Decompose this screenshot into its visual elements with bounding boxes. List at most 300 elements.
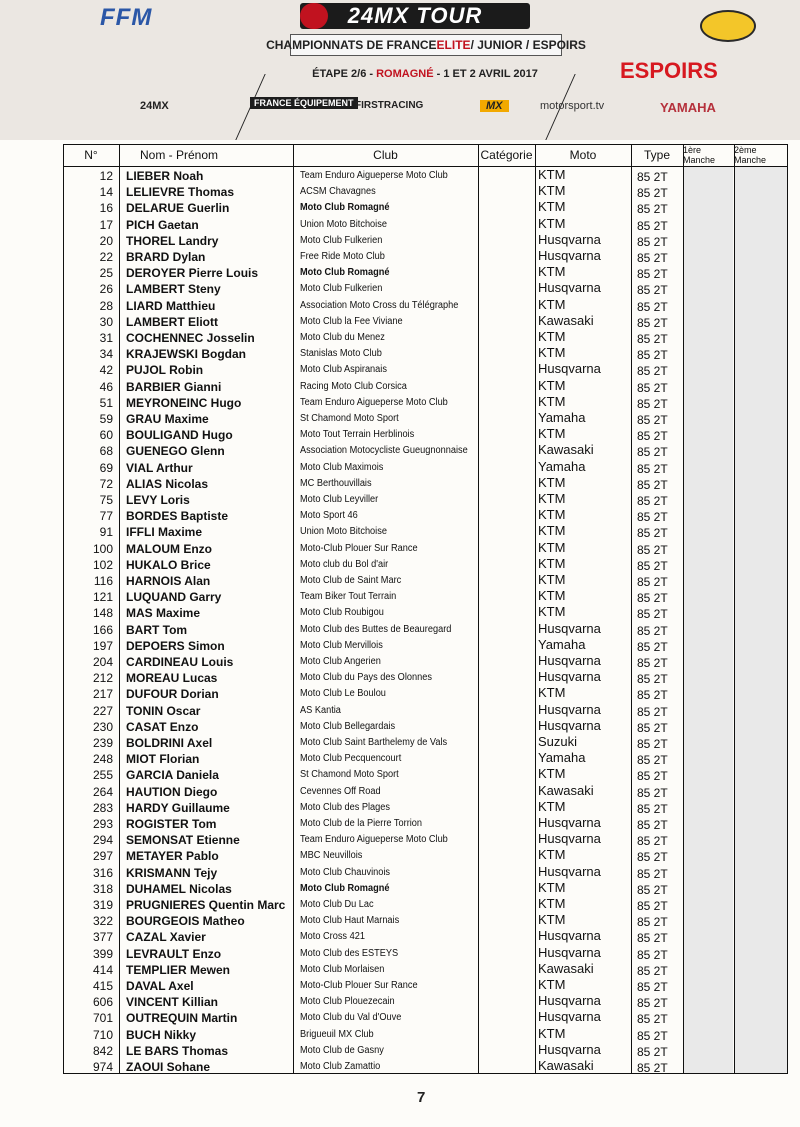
table-row [63, 427, 788, 443]
rider-type: 85 2T [637, 251, 668, 265]
table-row [63, 654, 788, 670]
rider-club: St Chamond Moto Sport [300, 769, 399, 781]
rider-type: 85 2T [637, 607, 668, 622]
rider-number: 255 [92, 768, 113, 783]
table-row [63, 1043, 788, 1059]
rider-name: PICH Gaetan [126, 217, 199, 232]
rider-moto: Husqvarna [538, 701, 601, 717]
rider-type: 85 2T [637, 267, 668, 282]
rider-moto: KTM [538, 345, 566, 361]
rider-number: 51 [99, 395, 113, 410]
table-row [63, 605, 788, 621]
sponsor-motorsport: motorsport.tv [540, 100, 605, 112]
table-row [63, 330, 788, 346]
table-row [63, 1010, 788, 1026]
rider-club: Free Ride Moto Club [300, 251, 385, 262]
rider-name: TONIN Oscar [126, 703, 201, 718]
rider-club: Moto Club de Saint Marc [300, 575, 402, 586]
rider-club: Team Enduro Aigueperse Moto Club [300, 170, 448, 181]
rider-number: 701 [92, 1011, 113, 1026]
rider-club: Moto Club Pecquencourt [300, 753, 402, 765]
rider-club: Moto Club du Menez [300, 332, 385, 343]
rider-type: 85 2T [637, 234, 668, 249]
rider-club: Moto Club Saint Barthelemy de Vals [300, 737, 448, 748]
rider-name: DUFOUR Dorian [126, 687, 219, 702]
rider-club: Moto Club du Pays des Olonnes [300, 672, 432, 684]
rider-number: 316 [92, 865, 113, 880]
header-type: Type [643, 148, 670, 162]
rider-number: 212 [92, 671, 113, 686]
rider-moto: Husqvarna [538, 815, 601, 830]
rider-moto: KTM [538, 329, 566, 344]
rider-number: 239 [92, 736, 113, 750]
rider-moto: Kawasaki [538, 960, 594, 976]
champ-elite: ELITE [436, 38, 471, 52]
rider-number: 230 [92, 719, 113, 734]
rider-type: 85 2T [637, 882, 668, 897]
rider-name: HARNOIS Alan [126, 574, 211, 588]
rider-name: CASAT Enzo [126, 719, 199, 734]
rider-club: Moto Club des ESTEYS [300, 947, 399, 959]
rider-moto: KTM [538, 183, 566, 199]
rider-type: 85 2T [637, 575, 668, 589]
rider-type: 85 2T [637, 461, 668, 476]
championship-title [266, 34, 586, 56]
rider-club: Moto Sport 46 [300, 510, 358, 522]
rider-type: 85 2T [637, 380, 668, 395]
rider-name: DELARUE Guerlin [126, 201, 230, 216]
entry-list-table [63, 144, 788, 1074]
table-row [63, 508, 788, 524]
rider-club: Union Moto Bitchoise [300, 526, 387, 538]
rider-type: 85 2T [637, 591, 668, 606]
table-row [63, 460, 788, 476]
rider-type: 85 2T [637, 429, 668, 444]
rider-moto: Husqvarna [538, 653, 601, 668]
rider-number: 31 [99, 331, 113, 345]
table-row [63, 589, 788, 605]
rider-moto: KTM [538, 588, 566, 604]
rider-type: 85 2T [637, 1044, 668, 1059]
rider-club: Moto Cross 421 [300, 931, 365, 943]
rider-name: BARBIER Gianni [126, 379, 222, 394]
rider-moto: Husqvarna [538, 717, 601, 733]
rider-name: LAMBERT Steny [126, 282, 221, 297]
rider-name: HUKALO Brice [126, 557, 211, 572]
header-category: Catégorie [480, 148, 533, 162]
rider-club: Moto Club Mervillois [300, 639, 383, 651]
rider-name: BORDES Baptiste [126, 509, 229, 524]
table-row [63, 686, 788, 702]
rider-club: Moto Club Maximois [300, 461, 384, 473]
table-row [63, 524, 788, 540]
tour-title: 24MX TOUR [300, 3, 530, 29]
stage-suffix: - 1 ET 2 AVRIL 2017 [433, 68, 538, 80]
rider-number: 12 [99, 169, 113, 183]
rider-number: 974 [92, 1060, 113, 1074]
rider-club: Moto club du Bol d'air [300, 558, 389, 570]
table-row [63, 978, 788, 994]
rider-type: 85 2T [637, 672, 668, 687]
table-row [63, 719, 788, 735]
header-num: N° [84, 148, 98, 162]
table-row [63, 217, 788, 233]
rider-club: Moto Club Haut Marnais [300, 915, 400, 927]
rider-name: BUCH Nikky [126, 1027, 197, 1042]
rider-number: 14 [99, 185, 113, 200]
table-row [63, 703, 788, 719]
table-row [63, 184, 788, 200]
rider-type: 85 2T [637, 769, 668, 784]
rider-number: 322 [92, 914, 113, 929]
rider-number: 59 [99, 412, 113, 426]
rider-club: Moto Club Du Lac [300, 899, 374, 910]
table-row [63, 573, 788, 589]
rider-moto: Kawasaki [538, 782, 594, 798]
rider-club: Moto Club de la Pierre Torrion [300, 818, 423, 829]
rider-moto: Husqvarna [538, 993, 601, 1009]
rider-moto: Husqvarna [538, 831, 601, 847]
rider-number: 46 [99, 379, 113, 394]
rider-number: 217 [92, 687, 113, 702]
rider-number: 26 [99, 282, 113, 297]
rider-type: 85 2T [637, 785, 668, 800]
rider-number: 20 [99, 233, 113, 248]
rider-moto: Husqvarna [538, 669, 601, 685]
rider-name: BOURGEOIS Matheo [126, 914, 245, 929]
rider-type: 85 2T [637, 899, 668, 913]
rider-type: 85 2T [637, 445, 668, 460]
rider-moto: KTM [538, 393, 566, 409]
rider-number: 91 [99, 525, 113, 540]
rider-type: 85 2T [637, 477, 668, 492]
rider-name: COCHENNEC Josselin [126, 331, 255, 345]
rider-number: 77 [99, 509, 113, 524]
rider-moto: KTM [538, 1025, 566, 1041]
rider-club: Moto-Club Plouer Sur Rance [300, 980, 418, 991]
rider-number: 297 [92, 849, 113, 864]
rider-type: 85 2T [637, 656, 668, 670]
table-row [63, 249, 788, 265]
table-row [63, 168, 788, 184]
rider-name: MEYRONEINC Hugo [126, 395, 242, 410]
rider-club: Stanislas Moto Club [300, 348, 382, 360]
rider-club: St Chamond Moto Sport [300, 413, 399, 424]
rider-type: 85 2T [637, 996, 668, 1011]
rider-type: 85 2T [637, 720, 668, 735]
rider-club: Association Motocycliste Gueugnonnaise [300, 445, 468, 457]
rider-number: 148 [92, 606, 113, 621]
sponsor-firstracing: FIRSTRACING [355, 100, 424, 111]
rider-type: 85 2T [637, 963, 668, 978]
rider-moto: Husqvarna [538, 863, 601, 879]
rider-moto: KTM [538, 507, 566, 523]
rider-number: 72 [99, 476, 113, 491]
rider-name: IFFLI Maxime [126, 525, 203, 540]
table-row [63, 897, 788, 913]
rider-name: CARDINEAU Louis [126, 655, 234, 669]
rider-name: METAYER Pablo [126, 849, 219, 864]
rider-name: ALIAS Nicolas [126, 476, 209, 491]
rider-name: MAS Maxime [126, 606, 201, 621]
champ-prefix: CHAMPIONNATS DE FRANCE [266, 38, 437, 52]
rider-club: Moto Club des Buttes de Beauregard [300, 623, 452, 635]
rider-number: 318 [92, 881, 113, 896]
header-manche2: 2ème Manche [734, 145, 767, 165]
rider-type: 85 2T [637, 218, 668, 233]
rider-club: Moto Club Fulkerien [300, 283, 383, 295]
rider-moto: KTM [538, 539, 566, 555]
table-row [63, 622, 788, 638]
page-number: 7 [417, 1089, 426, 1106]
rider-name: MIOT Florian [126, 752, 200, 767]
rider-moto: KTM [538, 264, 566, 280]
rider-club: Moto Club Aspiranais [300, 364, 387, 376]
rider-number: 283 [92, 800, 113, 815]
rider-type: 85 2T [637, 753, 668, 768]
table-row [63, 362, 788, 378]
rider-name: LEVRAULT Enzo [126, 946, 222, 961]
table-row [63, 962, 788, 978]
rider-type: 85 2T [637, 170, 668, 184]
stage-prefix: ÉTAPE 2/6 - [312, 68, 377, 80]
table-row [63, 881, 788, 897]
rider-type: 85 2T [637, 980, 668, 994]
rider-name: LELIEVRE Thomas [126, 185, 235, 200]
table-row [63, 411, 788, 427]
rider-club: Moto Club Angerien [300, 656, 381, 667]
table-row [63, 492, 788, 508]
rider-moto: KTM [538, 896, 566, 911]
rider-moto: KTM [538, 604, 566, 620]
rider-number: 377 [92, 930, 113, 945]
rider-number: 30 [99, 314, 113, 329]
rider-moto: KTM [538, 847, 566, 863]
rider-moto: KTM [538, 491, 566, 506]
rider-type: 85 2T [637, 1061, 668, 1075]
rider-type: 85 2T [637, 510, 668, 525]
rider-number: 227 [92, 703, 113, 718]
rider-name: ROGISTER Tom [126, 817, 217, 831]
rider-number: 121 [92, 590, 113, 605]
table-row [63, 395, 788, 411]
rider-club: ACSM Chavagnes [300, 186, 376, 198]
rider-type: 85 2T [637, 915, 668, 930]
table-row [63, 913, 788, 929]
rider-club: Team Enduro Aigueperse Moto Club [300, 834, 448, 846]
rider-number: 197 [92, 638, 113, 653]
event-logo-icon [700, 10, 756, 42]
rider-type: 85 2T [637, 348, 668, 363]
rider-type: 85 2T [637, 1028, 668, 1043]
champ-rest: / JUNIOR / ESPOIRS [470, 38, 586, 52]
rider-number: 22 [99, 250, 113, 264]
rider-number: 60 [99, 428, 113, 443]
rider-type: 85 2T [637, 396, 668, 411]
rider-name: KRISMANN Tejy [126, 865, 218, 880]
rider-type: 85 2T [637, 704, 668, 719]
rider-moto: KTM [538, 879, 566, 895]
rider-moto: Husqvarna [538, 248, 601, 263]
table-row [63, 314, 788, 330]
rider-number: 294 [92, 833, 113, 848]
rider-name: LIEBER Noah [126, 169, 204, 183]
tour-logo-icon [300, 3, 328, 29]
rider-moto: Husqvarna [538, 620, 601, 636]
table-row [63, 638, 788, 654]
rider-club: Moto Club Zamattio [300, 1061, 381, 1072]
rider-type: 85 2T [637, 931, 668, 946]
rider-name: LE BARS Thomas [126, 1043, 229, 1058]
table-row [63, 816, 788, 832]
rider-type: 85 2T [637, 850, 668, 865]
rider-type: 85 2T [637, 332, 668, 346]
table-row [63, 476, 788, 492]
rider-club: Moto Club Morlaisen [300, 963, 385, 975]
rider-moto: KTM [538, 377, 566, 393]
rider-number: 606 [92, 995, 113, 1010]
rider-club: Moto Club Roubigou [300, 607, 384, 619]
table-row [63, 233, 788, 249]
table-row [63, 443, 788, 459]
rider-moto: KTM [538, 474, 566, 490]
page-header [0, 0, 800, 140]
rider-type: 85 2T [637, 866, 668, 881]
sponsor-france-equipement: FRANCE ÉQUIPEMENT [250, 97, 358, 109]
rider-type: 85 2T [637, 801, 668, 816]
sponsor-24mx: 24MX [140, 100, 169, 112]
table-row [63, 767, 788, 783]
rider-moto: Husqvarna [538, 361, 601, 377]
sponsor-yamaha: YAMAHA [660, 100, 716, 115]
header-moto: Moto [569, 148, 597, 162]
table-row [63, 735, 788, 751]
rider-type: 85 2T [637, 283, 668, 298]
rider-name: LAMBERT Eliott [126, 314, 218, 329]
rider-club: Moto-Club Plouer Sur Rance [300, 542, 418, 554]
rider-name: KRAJEWSKI Bogdan [126, 347, 246, 362]
category-title: ESPOIRS [620, 58, 718, 83]
rider-name: MOREAU Lucas [126, 671, 218, 686]
table-row [63, 1059, 788, 1075]
table-row [63, 751, 788, 767]
rider-club: Moto Tout Terrain Herblinois [300, 429, 415, 441]
rider-number: 69 [99, 460, 113, 475]
rider-name: DUHAMEL Nicolas [126, 881, 232, 896]
rider-type: 85 2T [637, 1012, 668, 1027]
rider-moto: KTM [538, 977, 566, 992]
table-row [63, 670, 788, 686]
rider-type: 85 2T [637, 186, 668, 201]
rider-number: 42 [99, 363, 113, 378]
header-manche1: 1ère Manche [683, 145, 716, 165]
table-row [63, 929, 788, 945]
rider-club: Brigueuil MX Club [300, 1028, 374, 1040]
rider-number: 68 [99, 444, 113, 459]
rider-type: 85 2T [637, 202, 668, 217]
rider-number: 710 [92, 1027, 113, 1042]
rider-type: 85 2T [637, 299, 668, 314]
rider-moto: KTM [538, 685, 566, 701]
sponsor-mx: MX [480, 100, 509, 112]
rider-club: Cevennes Off Road [300, 785, 381, 797]
rider-type: 85 2T [637, 688, 668, 703]
rider-name: DAVAL Axel [126, 979, 194, 993]
rider-moto: KTM [538, 296, 566, 312]
rider-moto: KTM [538, 523, 566, 539]
rider-number: 28 [99, 298, 113, 313]
rider-name: CAZAL Xavier [126, 930, 206, 945]
rider-name: PRUGNIERES Quentin Marc [126, 898, 286, 912]
rider-club: Team Enduro Aigueperse Moto Club [300, 396, 448, 408]
header-border [63, 166, 788, 167]
table-row [63, 557, 788, 573]
rider-name: ZAOUI Sohane [126, 1060, 211, 1074]
rider-number: 415 [92, 979, 113, 993]
rider-moto: KTM [538, 798, 566, 814]
rider-moto: Husqvarna [538, 1041, 601, 1057]
rider-club: MBC Neuvillois [300, 850, 363, 862]
rider-type: 85 2T [637, 315, 668, 330]
rider-moto: Yamaha [538, 636, 586, 652]
rider-moto: Husqvarna [538, 280, 601, 296]
rider-moto: KTM [538, 167, 566, 182]
rider-type: 85 2T [637, 818, 668, 832]
rider-moto: Husqvarna [538, 928, 601, 944]
rider-number: 102 [92, 557, 113, 572]
table-row [63, 281, 788, 297]
rider-club: Moto Club Plouezecain [300, 996, 395, 1008]
table-row [63, 994, 788, 1010]
rider-number: 75 [99, 493, 113, 507]
rider-club: Moto Club Le Boulou [300, 688, 386, 700]
ffm-logo: FFM [100, 4, 153, 31]
rider-moto: Kawasaki [538, 442, 594, 458]
rider-number: 264 [92, 784, 113, 799]
rider-moto: KTM [538, 199, 566, 215]
rider-type: 85 2T [637, 558, 668, 573]
rider-type: 85 2T [637, 494, 668, 508]
rider-club: Moto Club Leyviller [300, 494, 379, 505]
rider-number: 25 [99, 266, 113, 281]
rider-club: Moto Club Chauvinois [300, 866, 391, 878]
rider-club: Association Moto Cross du Télégraphe [300, 299, 459, 311]
rider-moto: Husqvarna [538, 944, 601, 960]
rider-club: Moto Club du Val d'Ouve [300, 1012, 402, 1024]
rider-moto: Suzuki [538, 734, 578, 749]
rider-moto: KTM [538, 912, 566, 928]
rider-moto: KTM [538, 572, 566, 587]
rider-name: HAUTION Diego [126, 784, 218, 799]
rider-club: Moto Club de Gasny [300, 1044, 384, 1056]
rider-moto: Husqvarna [538, 1009, 601, 1025]
rider-number: 319 [92, 898, 113, 912]
rider-club: Moto Club Romagné [300, 202, 390, 214]
sponsor-strip [120, 100, 760, 130]
rider-name: BRARD Dylan [126, 250, 206, 264]
rider-number: 166 [92, 622, 113, 637]
rider-moto: KTM [538, 766, 566, 782]
rider-number: 34 [99, 347, 113, 362]
rider-name: SEMONSAT Etienne [126, 833, 240, 848]
rider-name: GUENEGO Glenn [126, 444, 225, 459]
rider-number: 842 [92, 1043, 113, 1058]
rider-club: MC Berthouvillais [300, 477, 372, 489]
rider-type: 85 2T [637, 542, 668, 557]
header-club: Club [373, 148, 398, 162]
rider-club: Racing Moto Club Corsica [300, 380, 407, 392]
rider-number: 116 [93, 574, 113, 588]
